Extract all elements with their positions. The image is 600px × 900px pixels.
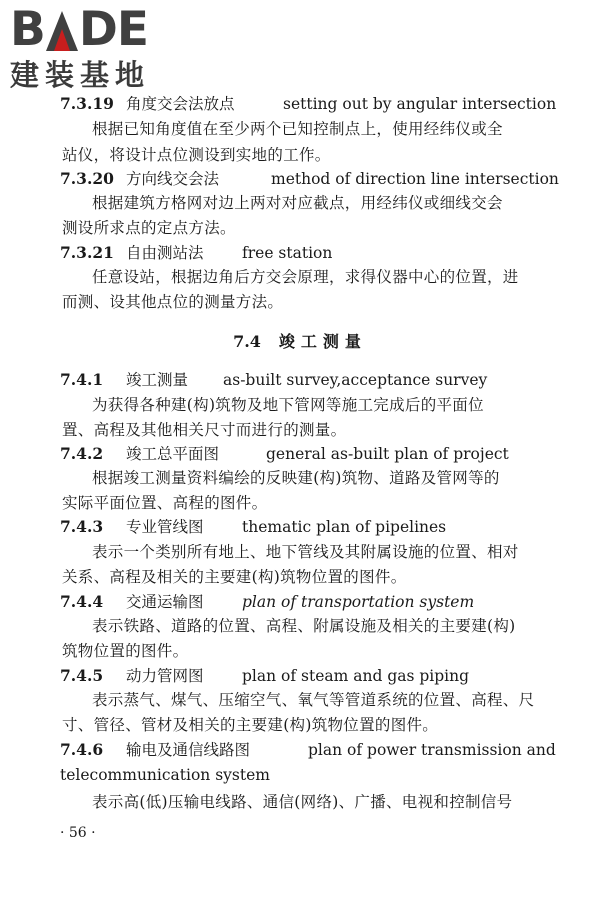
entry-term-zh: 竣工测量 — [126, 371, 189, 389]
entry-term-en-continued: telecommunication system — [60, 766, 270, 784]
entry-term-zh: 专业管线图 — [126, 518, 204, 536]
entry-term-en: general as-built plan of project — [266, 445, 509, 463]
entry-term-zh: 竣工总平面图 — [126, 445, 220, 463]
logo-subtitle: 建装基地 — [10, 58, 151, 92]
entry-number: 7.4.6 — [60, 740, 104, 759]
entry-number: 7.4.2 — [60, 444, 104, 463]
entry-body-line: 站仪，将设计点位测设到实地的工作。 — [62, 146, 331, 164]
entry-term-zh: 交通运输图 — [126, 593, 204, 611]
entry-number: 7.4.3 — [60, 517, 104, 536]
entry-body-line: 根据建筑方格网对边上两对对应截点，用经纬仪或细线交会 — [92, 194, 503, 212]
section-number: 7.4 — [233, 332, 261, 351]
entry-body-line: 表示蒸气、煤气、压缩空气、氧气等管道系统的位置、高程、尺 — [92, 691, 535, 709]
entry-number: 7.3.20 — [60, 169, 114, 188]
logo-letter-a-mark — [45, 6, 79, 54]
entry-body-line: 而测、设其他点位的测量方法。 — [62, 293, 284, 311]
entry-heading — [60, 590, 474, 614]
entry-number: 7.4.1 — [60, 370, 104, 389]
entry-heading — [60, 92, 556, 116]
entry-term-zh: 动力管网图 — [126, 667, 204, 685]
entry-body-line: 筑物位置的图件。 — [62, 642, 189, 660]
entry-body-line: 关系、高程及相关的主要建(构)筑物位置的图件。 — [62, 568, 407, 586]
entry-heading — [60, 442, 509, 466]
logo-letter-b: B — [10, 2, 45, 57]
entry-number: 7.3.21 — [60, 243, 114, 262]
entry-heading — [60, 515, 446, 539]
logo-letter-d: D — [78, 2, 117, 57]
entry-term-en: method of direction line intersection — [271, 170, 559, 188]
entry-term-en: as-built survey,acceptance survey — [223, 371, 488, 389]
entry-body-line: 根据已知角度值在至少两个已知控制点上，使用经纬仪或全 — [92, 120, 503, 138]
bade-logo — [10, 2, 185, 92]
entry-heading — [60, 241, 332, 265]
section-name: 竣工测量 — [278, 332, 367, 351]
entry-term-en: plan of steam and gas piping — [242, 667, 470, 685]
entry-body-line: 任意设站，根据边角后方交会原理，求得仪器中心的位置，进 — [92, 268, 519, 286]
entry-term-zh: 角度交会法放点 — [126, 95, 235, 113]
entry-term-en: plan of power transmission and — [308, 741, 556, 759]
entry-body-line: 测设所求点的定点方法。 — [62, 219, 236, 237]
entry-term-zh: 输电及通信线路图 — [126, 741, 251, 759]
entry-body-line: 表示一个类别所有地上、地下管线及其附属设施的位置、相对 — [92, 543, 519, 561]
entry-term-en: setting out by angular intersection — [283, 95, 557, 113]
entry-body-line: 寸、管径、管材及相关的主要建(构)筑物位置的图件。 — [62, 716, 439, 734]
entry-number: 7.3.19 — [60, 94, 114, 113]
entry-heading — [60, 167, 559, 191]
entry-heading — [60, 664, 469, 688]
entry-term-zh: 自由测站法 — [126, 244, 204, 262]
entry-body-line: 实际平面位置、高程的图件。 — [62, 494, 268, 512]
entry-body-line: 为获得各种建(构)筑物及地下管网等施工完成后的平面位 — [92, 396, 484, 414]
entry-term-en: free station — [242, 244, 333, 262]
entry-term-en: thematic plan of pipelines — [242, 518, 447, 536]
logo-letter-e: E — [116, 2, 148, 57]
logo-wordmark — [10, 2, 148, 57]
entry-body-line: 根据竣工测量资料编绘的反映建(构)筑物、道路及管网等的 — [92, 469, 500, 487]
entry-body-line: 表示铁路、道路的位置、高程、附属设施及相关的主要建(构) — [92, 617, 516, 635]
entry-number: 7.4.4 — [60, 592, 104, 611]
entry-heading — [60, 738, 556, 762]
logo-a-triangle — [45, 9, 79, 53]
entry-heading — [60, 368, 487, 392]
entry-body-line: 置、高程及其他相关尺寸而进行的测量。 — [62, 421, 347, 439]
entry-number: 7.4.5 — [60, 666, 104, 685]
entry-term-zh: 方向线交会法 — [126, 170, 220, 188]
section-title — [0, 330, 600, 354]
entry-term-en: plan of transportation system — [242, 593, 475, 611]
page-number: · 56 · — [60, 825, 96, 841]
entry-body-line: 表示高(低)压输电线路、通信(网络)、广播、电视和控制信号 — [92, 793, 513, 811]
